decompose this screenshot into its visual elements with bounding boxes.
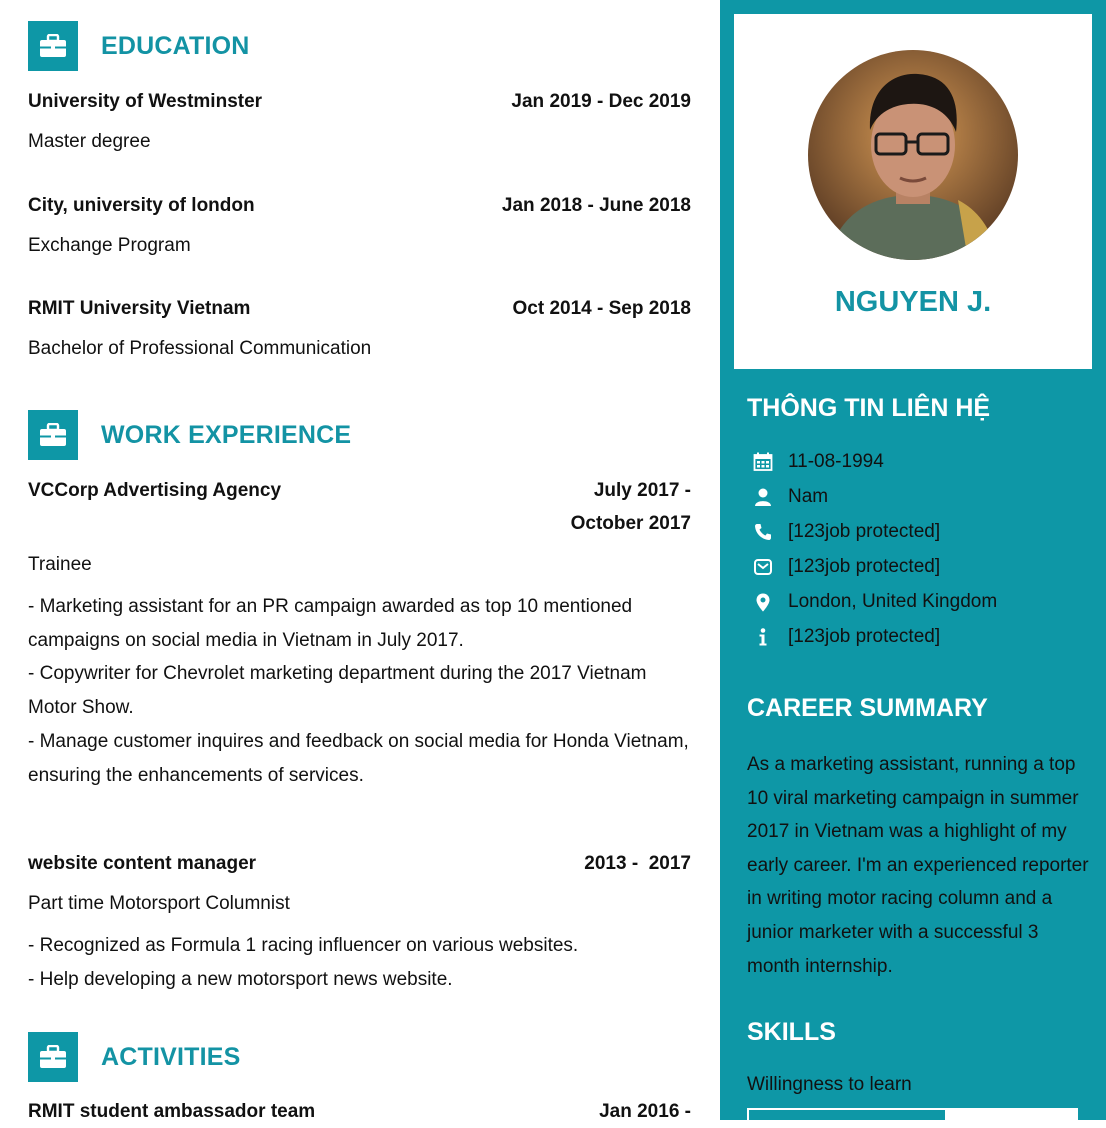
degree: Exchange Program: [28, 235, 191, 256]
phone-value: [123job protected]: [788, 521, 941, 542]
date-range: Oct 2014 - Sep 2018: [512, 298, 691, 319]
info-icon: [752, 626, 774, 648]
institution-name: University of Westminster: [28, 91, 263, 112]
work-experience-header: [28, 409, 351, 461]
date-range: 2013 - 2017: [584, 853, 691, 874]
calendar-icon: [752, 451, 774, 473]
activities-header: [28, 1031, 241, 1083]
date-range: Jan 2019 - Dec 2019: [511, 91, 691, 112]
avatar: [808, 50, 1018, 260]
institution-name: RMIT University Vietnam: [28, 298, 251, 319]
contact-title: THÔNG TIN LIÊN HỆ: [747, 394, 991, 422]
degree: Master degree: [28, 131, 151, 152]
career-summary-text: As a marketing assistant, running a top 10 viral marketing campaign in summer 2017 in Vietnam was a highlight of my early career. I'm an experienced reporter in writing motor racing column and a junior marketer with a successful 3 month internship.: [747, 754, 1089, 977]
contact-item: [752, 447, 884, 477]
contact-item: [752, 517, 940, 547]
gender-value: Nam: [788, 486, 829, 507]
profile-name: NGUYEN J.: [834, 286, 992, 318]
location-value: London, United Kingdom: [788, 591, 998, 612]
date-range: [571, 474, 691, 540]
job-role: Part time Motorsport Columnist: [28, 893, 290, 914]
contact-item: [752, 552, 940, 582]
skill-bar-fill: [749, 1110, 945, 1120]
description-line: - Manage customer inquires and feedback on social media for Honda Vietnam, ensuring the enhancements of services.: [28, 730, 689, 786]
date-start: July 2017 -: [593, 480, 691, 501]
job-description: [28, 929, 693, 996]
birthdate-value: 11-08-1994: [788, 451, 884, 472]
description-line: - Recognized as Formula 1 racing influencer on various websites.: [28, 935, 579, 956]
date-end: October 2017: [570, 513, 691, 534]
date-range: Jan 2016 -: [599, 1101, 691, 1122]
location-icon: [752, 591, 774, 613]
contact-item: [752, 622, 940, 652]
briefcase-icon: [28, 410, 78, 460]
profile-card: [734, 14, 1092, 369]
info-value: [123job protected]: [788, 626, 941, 647]
section-title: WORK EXPERIENCE: [101, 420, 352, 449]
job-description: [28, 590, 693, 792]
institution-name: City, university of london: [28, 195, 255, 216]
degree: Bachelor of Professional Communication: [28, 338, 372, 359]
skill-label: Willingness to learn: [747, 1074, 912, 1095]
company-name: website content manager: [28, 853, 257, 874]
company-name: VCCorp Advertising Agency: [28, 480, 282, 501]
description-line: - Help developing a new motorsport news website.: [28, 968, 453, 990]
section-title: EDUCATION: [101, 31, 250, 60]
email-value: [123job protected]: [788, 556, 941, 577]
education-header: [28, 20, 250, 72]
career-summary-title: CAREER SUMMARY: [747, 694, 988, 722]
date-range: Jan 2018 - June 2018: [501, 195, 691, 216]
description-line: - Copywriter for Chevrolet marketing department during the 2017 Vietnam Motor Show.: [28, 663, 647, 719]
envelope-icon: [752, 556, 774, 578]
user-icon: [752, 486, 774, 508]
briefcase-icon: [28, 1032, 78, 1082]
activity-name: RMIT student ambassador team: [28, 1101, 316, 1122]
description-line: - Marketing assistant for an PR campaign awarded as top 10 mentioned campaigns on social media in Vietnam in July 2017.: [28, 596, 633, 651]
section-title: ACTIVITIES: [101, 1042, 241, 1071]
contact-item: [752, 482, 828, 512]
phone-icon: [752, 521, 774, 543]
job-role: Trainee: [28, 554, 92, 575]
skills-title: SKILLS: [747, 1018, 836, 1046]
briefcase-icon: [28, 21, 78, 71]
contact-item: [752, 587, 997, 617]
